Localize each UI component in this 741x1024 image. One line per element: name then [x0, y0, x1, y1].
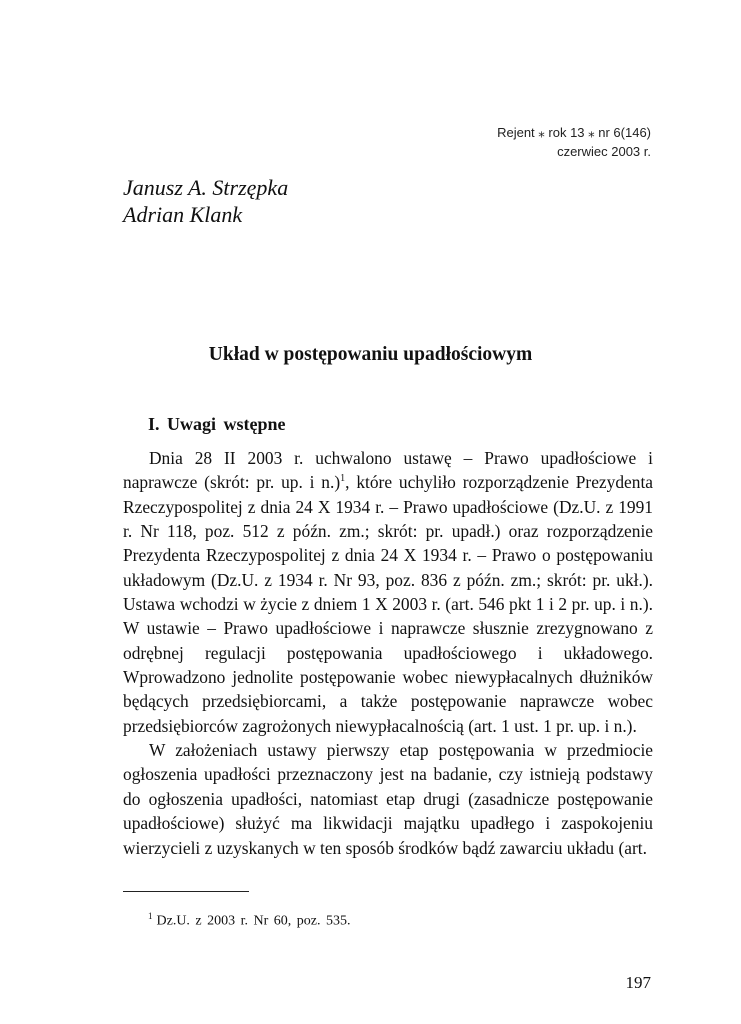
footnote-number: 1 — [148, 911, 153, 921]
author-name: Adrian Klank — [123, 202, 243, 227]
page-number: 197 — [625, 973, 651, 992]
paragraph — [123, 446, 653, 738]
article-title: Układ w postępowaniu upadłościowym — [208, 344, 533, 365]
footnote-reference[interactable]: 1 — [340, 473, 346, 485]
authors — [123, 174, 288, 228]
paragraph: W założeniach ustawy pierwszy etap postępowania w przedmiocie ogłoszenia upadłości przeznaczony jest na badanie, czy istnieją podstawy do ogłoszenia upadłości, natomiast etap drugi (zasadnicze postępowanie upadłościowe) służyć ma likwidacji majątku upadłego i zaspokojeniu wierzycieli z uzyskanych w ten sposób środków bądź zawarciu układu (art. — [123, 740, 653, 858]
paragraph-text: , które uchyliło rozporządzenie Prezydenta Rzeczypospolitej z dnia 24 X 1934 r. – Prawo upadłościowe (Dz.U. z 1991 r. Nr 118, poz. 512 z późn. zm.; skrót: pr. upadł.) oraz rozporządzenie Prezydenta Rzeczypospolitej z dnia 24 X 1934 r. – Prawo o postępowaniu układowym (Dz.U. z 1934 r. Nr 93, poz. 836 z późn. zm.; skrót: pr. ukł.). Ustawa wchodzi w życie z dniem 1 X 2003 r. (art. 546 pkt 1 i 2 pr. up. i n.). W ustawie – Prawo upadłościowe i naprawcze słusznie zrezygnowano z odrębnej regulacji postępowania upadłościowego i układowego. Wprowadzono jednolite postępowanie wobec niewypłacalnych dłużników będących przedsiębiorcami, a także postępowanie naprawcze wobec przedsiębiorców zagrożonych niewypłacalnością (art. 1 ust. 1 pr. up. i n.). — [123, 472, 653, 736]
footnote-text: Dz.U. z 2003 r. Nr 60, poz. 535. — [156, 913, 351, 929]
journal-header — [497, 123, 651, 161]
journal-issue-line: Rejent ⁎ rok 13 ⁎ nr 6(146) — [497, 125, 651, 140]
author-name: Janusz A. Strzępka — [123, 175, 289, 200]
journal-date-line: czerwiec 2003 r. — [557, 144, 651, 159]
footnote-divider — [123, 891, 249, 892]
section-heading: I. Uwagi wstępne — [148, 414, 286, 434]
body-text — [123, 446, 653, 860]
paragraph-text: Dnia 28 II 2003 r. uchwalono ustawę – Prawo upadłościowe i naprawcze (skrót: pr. up. i n.) — [123, 448, 653, 493]
footnote — [148, 911, 351, 930]
